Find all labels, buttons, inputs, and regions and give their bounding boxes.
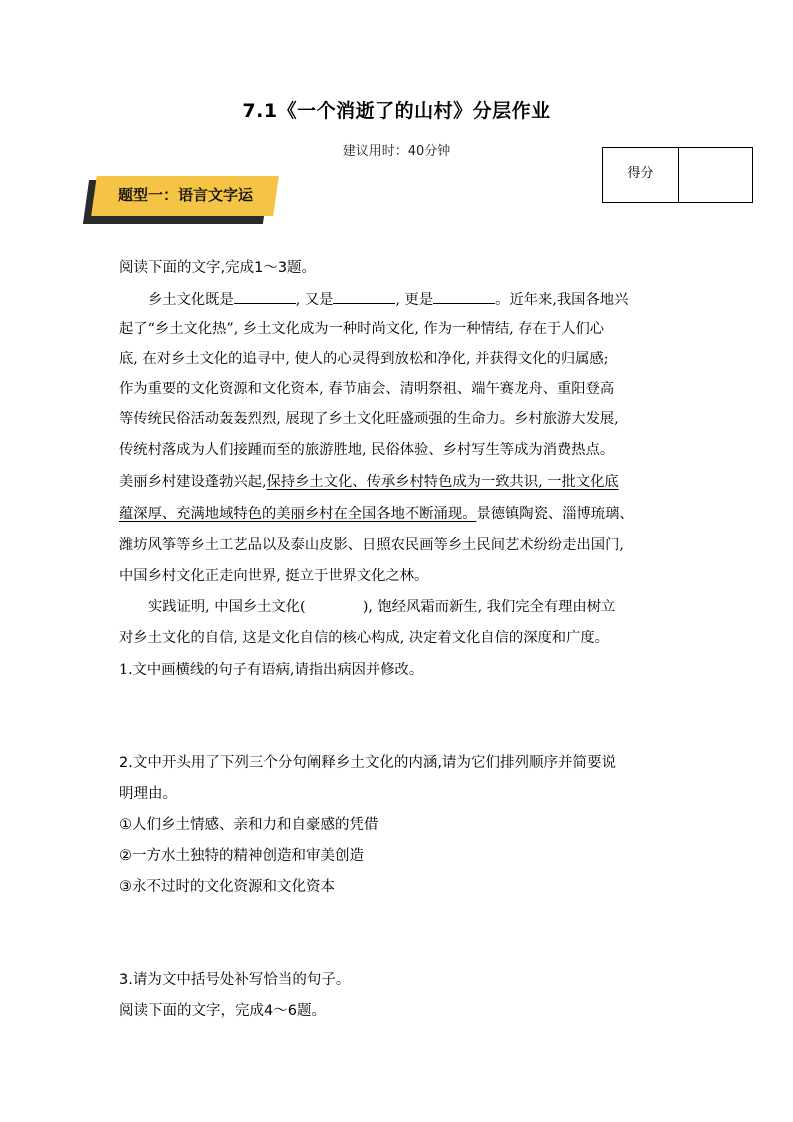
question-2-option-1: ①人们乡土情感、亲和力和自豪感的凭借 (119, 817, 379, 833)
passage-line-5: 等传统民俗活动轰轰烈烈, 展现了乡土文化旺盛顽强的生命力。乡村旅游大发展, (119, 411, 619, 427)
passage-line-1-b: , 又是 (295, 292, 334, 308)
passage-line-7-plain: 美丽乡村建设蓬勃兴起, (119, 474, 267, 490)
question-2-line-2: 明理由。 (119, 786, 177, 802)
page-title: 7.1《一个消逝了的山村》分层作业 (242, 100, 551, 122)
passage-line-1 (148, 289, 628, 310)
passage-line-6: 传统村落成为人们接踵而至的旅游胜地, 民俗体验、乡村写生等成为消费热点。 (119, 442, 615, 458)
score-box (602, 147, 753, 203)
section-tag-label: 题型一：语言文字运 (118, 186, 254, 204)
passage-intro: 阅读下面的文字,完成1～3题。 (119, 260, 317, 276)
section-tag (86, 176, 276, 224)
passage-line-10: 中国乡村文化正走向世界, 挺立于世界文化之林。 (119, 568, 429, 584)
passage-line-2: 起了“乡土文化热”, 乡土文化成为一种时尚文化, 作为一种情结, 存在于人们心 (119, 321, 605, 337)
passage-line-7 (119, 472, 619, 492)
question-2-line-1: 2.文中开头用了下列三个分句阐释乡土文化的内涵,请为它们排列顺序并简要说 (119, 755, 616, 771)
question-3: 3.请为文中括号处补写恰当的句子。 (119, 972, 351, 988)
blank-3[interactable] (433, 289, 495, 304)
passage-line-3: 底, 在对乡土文化的追寻中, 使人的心灵得到放松和净化, 并获得文化的归属感; (119, 351, 609, 367)
passage-line-8 (119, 504, 634, 524)
blank-1[interactable] (234, 289, 296, 304)
passage-line-9: 潍坊风筝等乡土工艺品以及泰山皮影、日照农民画等乡土民间艺术纷纷走出国门, (119, 537, 624, 553)
passage-line-1-a: 乡土文化既是 (148, 292, 234, 308)
suggested-time: 建议用时：40分钟 (342, 144, 451, 159)
blank-2[interactable] (333, 289, 395, 304)
passage-line-8-plain: 景德镇陶瓷、淄博琉璃、 (476, 506, 634, 522)
passage-line-11: 实践证明, 中国乡土文化( ), 饱经风霜而新生, 我们完全有理由树立 (148, 599, 616, 615)
score-value[interactable] (679, 148, 752, 202)
passage-line-12: 对乡土文化的自信, 这是文化自信的核心构成, 决定着文化自信的深度和广度。 (119, 630, 609, 646)
score-label: 得分 (603, 148, 679, 202)
underlined-sentence-part-1: 保持乡土文化、传承乡村特色成为一致共识, 一批文化底 (266, 474, 619, 490)
passage-line-1-d: 。近年来,我国各地兴 (495, 292, 629, 308)
question-2-option-2: ②一方水土独特的精神创造和审美创造 (119, 848, 364, 864)
underlined-sentence-part-2: 蕴深厚、充满地域特色的美丽乡村在全国各地不断涌现。 (119, 506, 477, 522)
passage-line-4: 作为重要的文化资源和文化资本, 春节庙会、清明祭祖、端午赛龙舟、重阳登高 (119, 381, 615, 397)
question-2-option-3: ③永不过时的文化资源和文化资本 (119, 879, 335, 895)
next-passage-intro: 阅读下面的文字，完成4～6题。 (119, 1003, 326, 1019)
passage-line-1-c: , 更是 (395, 292, 434, 308)
question-1: 1.文中画横线的句子有语病,请指出病因并修改。 (119, 662, 424, 678)
